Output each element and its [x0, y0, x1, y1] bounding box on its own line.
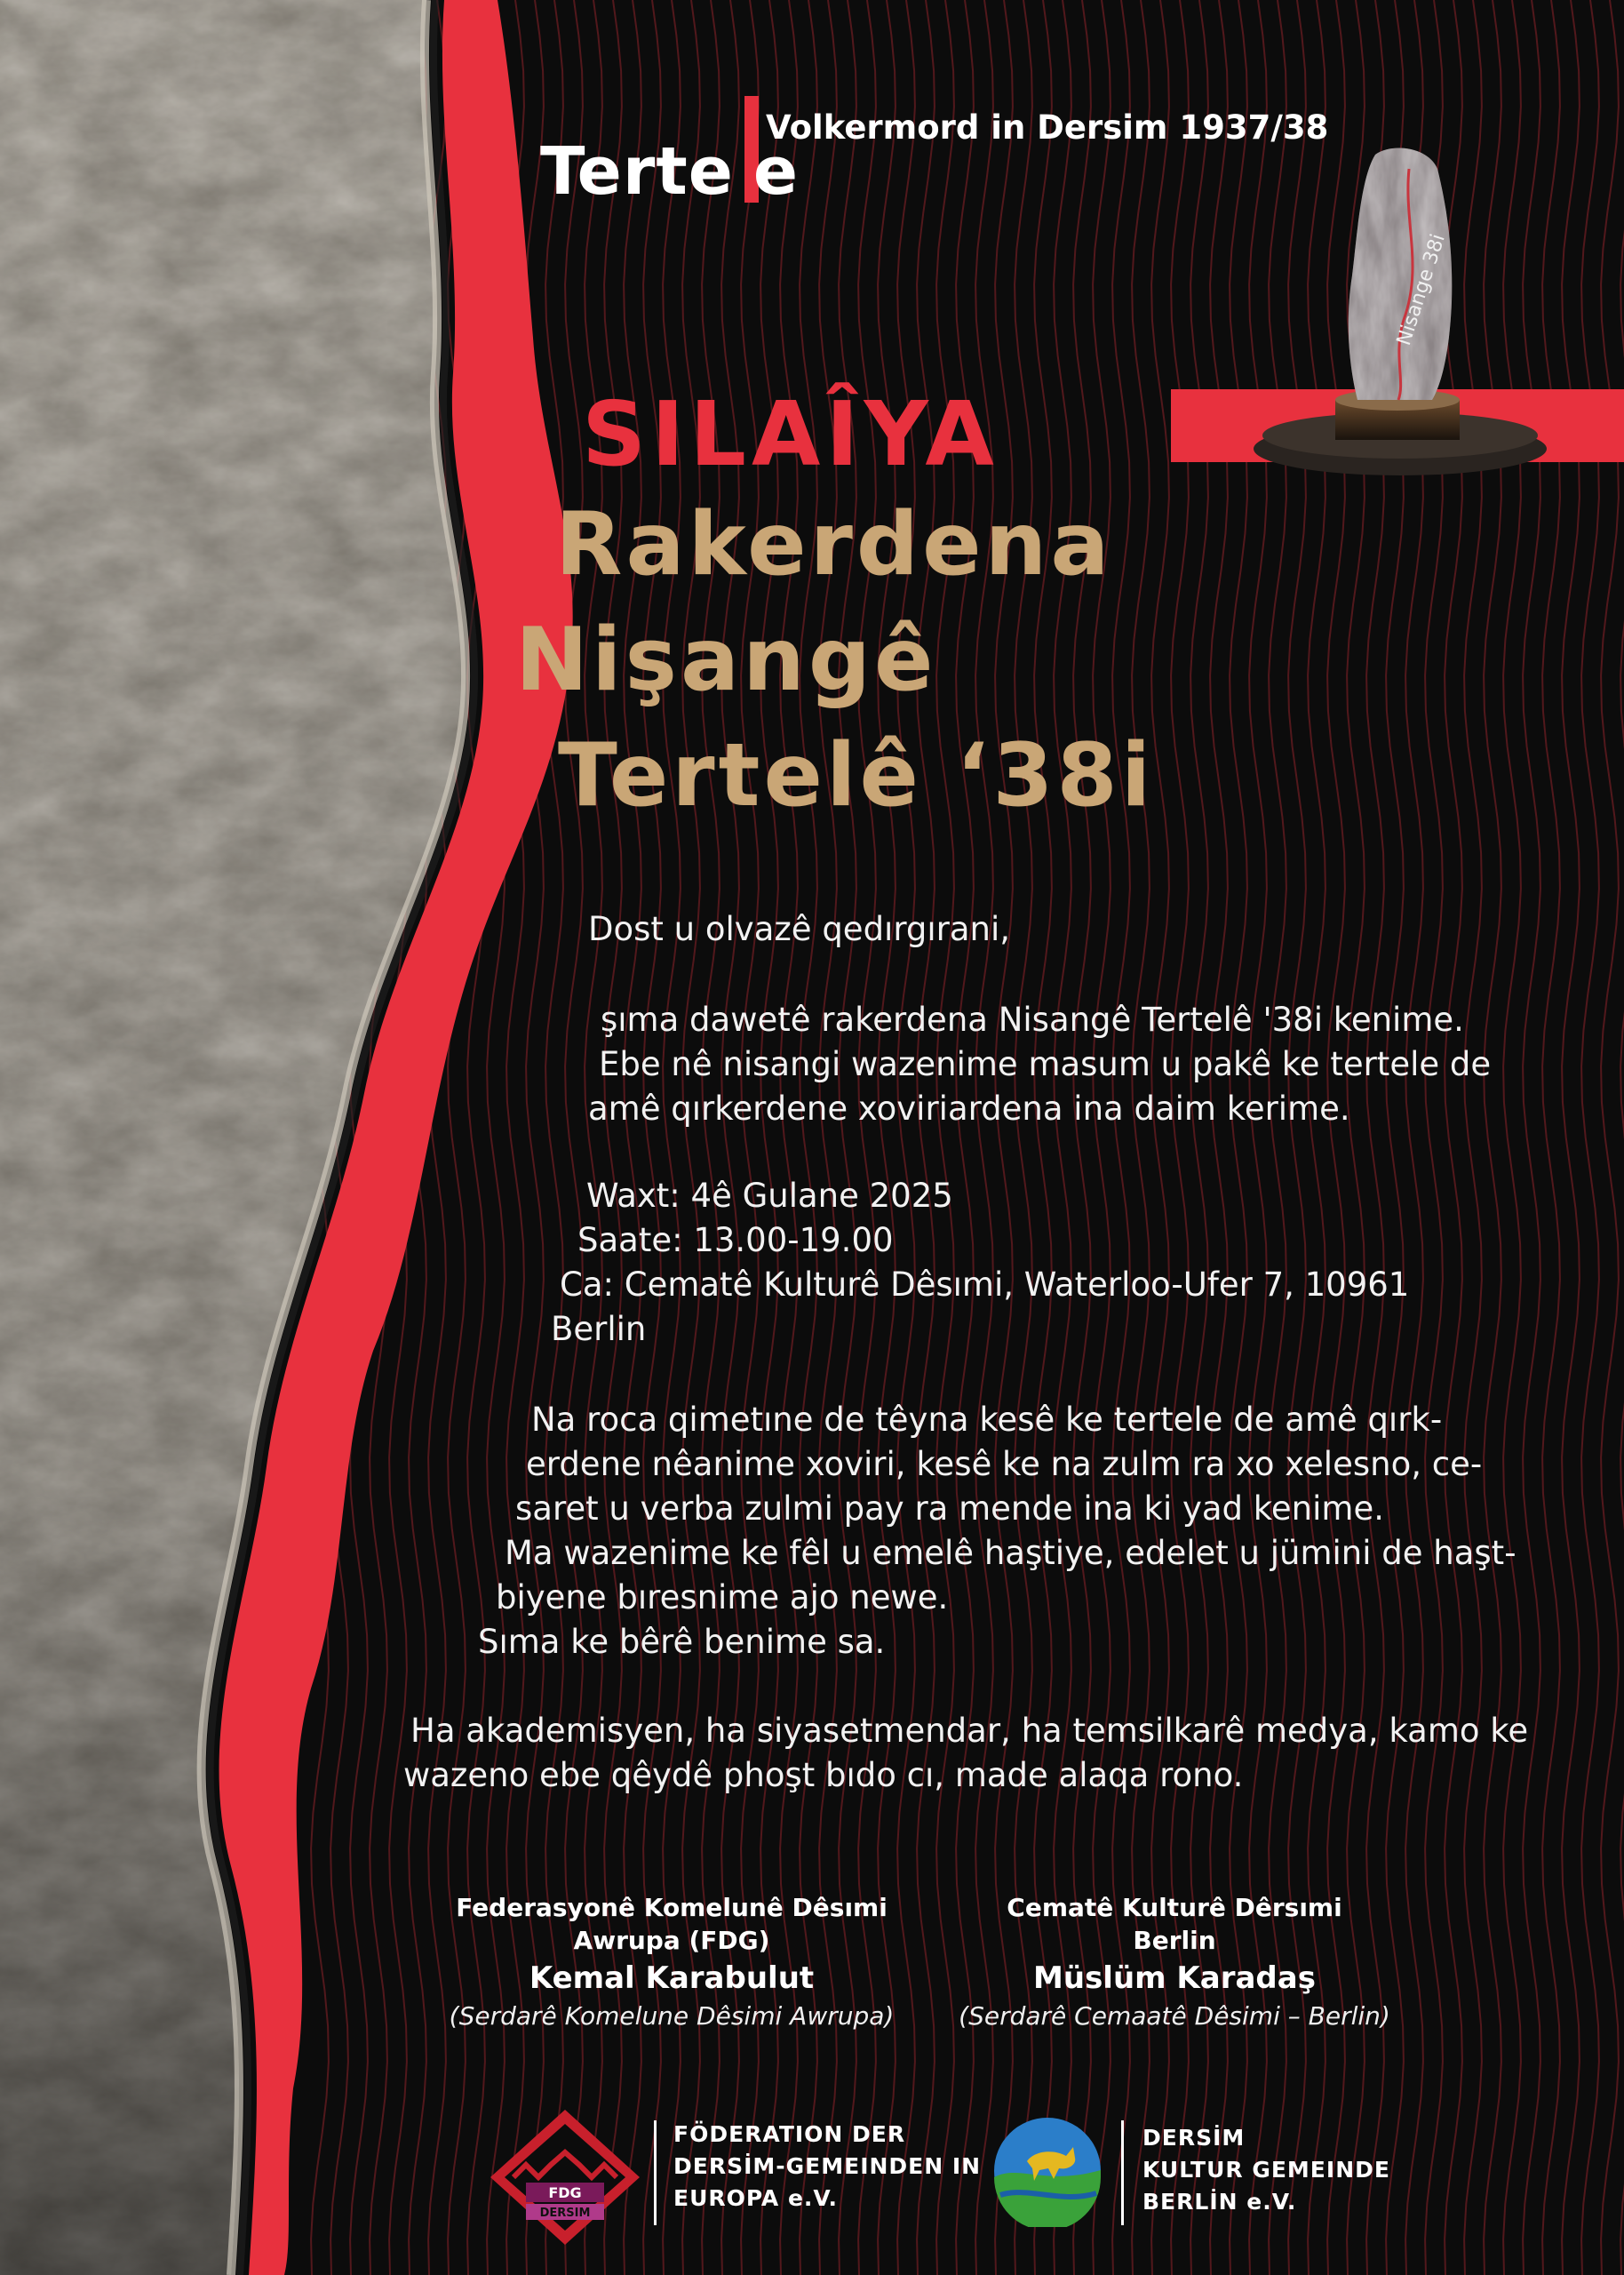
footer-left-line2: DERSİM-GEMEINDEN IN: [673, 2153, 982, 2179]
paragraph2-line2: erdene nêanime xoviri, kesê ke na zulm ra xo xelesno, ce-: [526, 1445, 1483, 1483]
title-tertele-38i: Tertelê ‘38i: [558, 725, 1155, 826]
title-nisange: Nişangê: [515, 610, 937, 711]
tertele-logo: [540, 133, 799, 210]
paragraph2-line5: biyene bıresnime ajo newe.: [496, 1578, 949, 1616]
footer-right-line2: KULTUR GEMEINDE: [1142, 2157, 1390, 2183]
signatory-right-role: (Serdarê Cemaatê Dêsimi – Berlin): [959, 2001, 1390, 2031]
paragraph2-line4: Ma wazenime ke fêl u emelê haştiye, edelet u jümini de haşt-: [505, 1534, 1517, 1572]
title-silaiya: SILAÎYA: [582, 382, 999, 486]
signatory-left-name: Kemal Karabulut: [529, 1960, 815, 1996]
paragraph2-line3: saret u verba zulmi pay ra mende ina ki yad kenime.: [515, 1489, 1384, 1528]
footer-divider-right: [1121, 2120, 1124, 2225]
logo-letter: e: [752, 133, 800, 210]
title-rakerdena: Rakerdena: [555, 494, 1113, 595]
event-city: Berlin: [551, 1310, 647, 1348]
logo-text: Terte: [540, 133, 734, 210]
signatory-right-org-line2: Berlin: [1133, 1926, 1216, 1955]
fdg-logo: [487, 2106, 643, 2248]
paragraph2-line6: Sıma ke bêrê benime sa.: [478, 1623, 886, 1661]
signatory-right-org-line1: Cematê Kulturê Dêrsımi: [1007, 1893, 1342, 1922]
paragraph2-line1: Na roca qimetıne de têyna kesê ke tertele de amê qırk-: [531, 1401, 1443, 1439]
signatory-left: [405, 1893, 938, 2031]
monument-inscription: Nisange 38i: [1392, 231, 1450, 348]
footer-left-label: [673, 2119, 981, 2215]
dersim-berlin-logo: [991, 2115, 1103, 2227]
paragraph3-line2: wazeno ebe qêydê phoşt bıdo cı, made alaqa rono.: [403, 1756, 1244, 1794]
greeting: Dost u olvazê qedırgırani,: [588, 910, 1011, 948]
footer-left-line1: FÖDERATION DER: [673, 2121, 906, 2147]
footer-right-line1: DERSİM: [1142, 2125, 1246, 2151]
logo-subtitle: Volkermord in Dersim 1937/38: [766, 108, 1329, 147]
fdg-logo-bottom: DERSIM: [539, 2207, 591, 2220]
event-place: Ca: Cematê Kulturê Dêsımi, Waterloo-Ufer 7, 10961: [560, 1265, 1410, 1304]
signatory-left-org-line2: Awrupa (FDG): [573, 1926, 770, 1955]
footer-right-line3: BERLİN e.V.: [1142, 2189, 1297, 2215]
event-date: Waxt: 4ê Gulane 2025: [586, 1177, 953, 1215]
paragraph1-line1: şıma dawetê rakerdena Nisangê Tertelê '38i kenime.: [601, 1001, 1464, 1039]
footer-right-label: [1142, 2122, 1390, 2218]
paragraph1-line3: amê qırkerdene xoviriardena ina daim kerime.: [588, 1090, 1350, 1128]
paragraph3-line1: Ha akademisyen, ha siyasetmendar, ha temsilkarê medya, kamo ke: [410, 1712, 1529, 1750]
monument-stone-image: [1171, 142, 1624, 489]
signatory-left-role: (Serdarê Komelune Dêsimi Awrupa): [449, 2001, 895, 2031]
footer-left-line3: EUROPA e.V.: [673, 2185, 839, 2211]
event-time: Saate: 13.00-19.00: [577, 1221, 894, 1259]
signatory-right: [908, 1893, 1441, 2031]
signatory-left-org-line1: Federasyonê Komelunê Dêsımi: [456, 1893, 888, 1922]
signatory-right-name: Müslüm Karadaş: [1033, 1960, 1316, 1996]
paragraph1-line2: Ebe nê nisangi wazenime masum u pakê ke tertele de: [599, 1045, 1492, 1083]
footer-divider-left: [654, 2120, 657, 2225]
fdg-logo-top: FDG: [548, 2184, 582, 2201]
